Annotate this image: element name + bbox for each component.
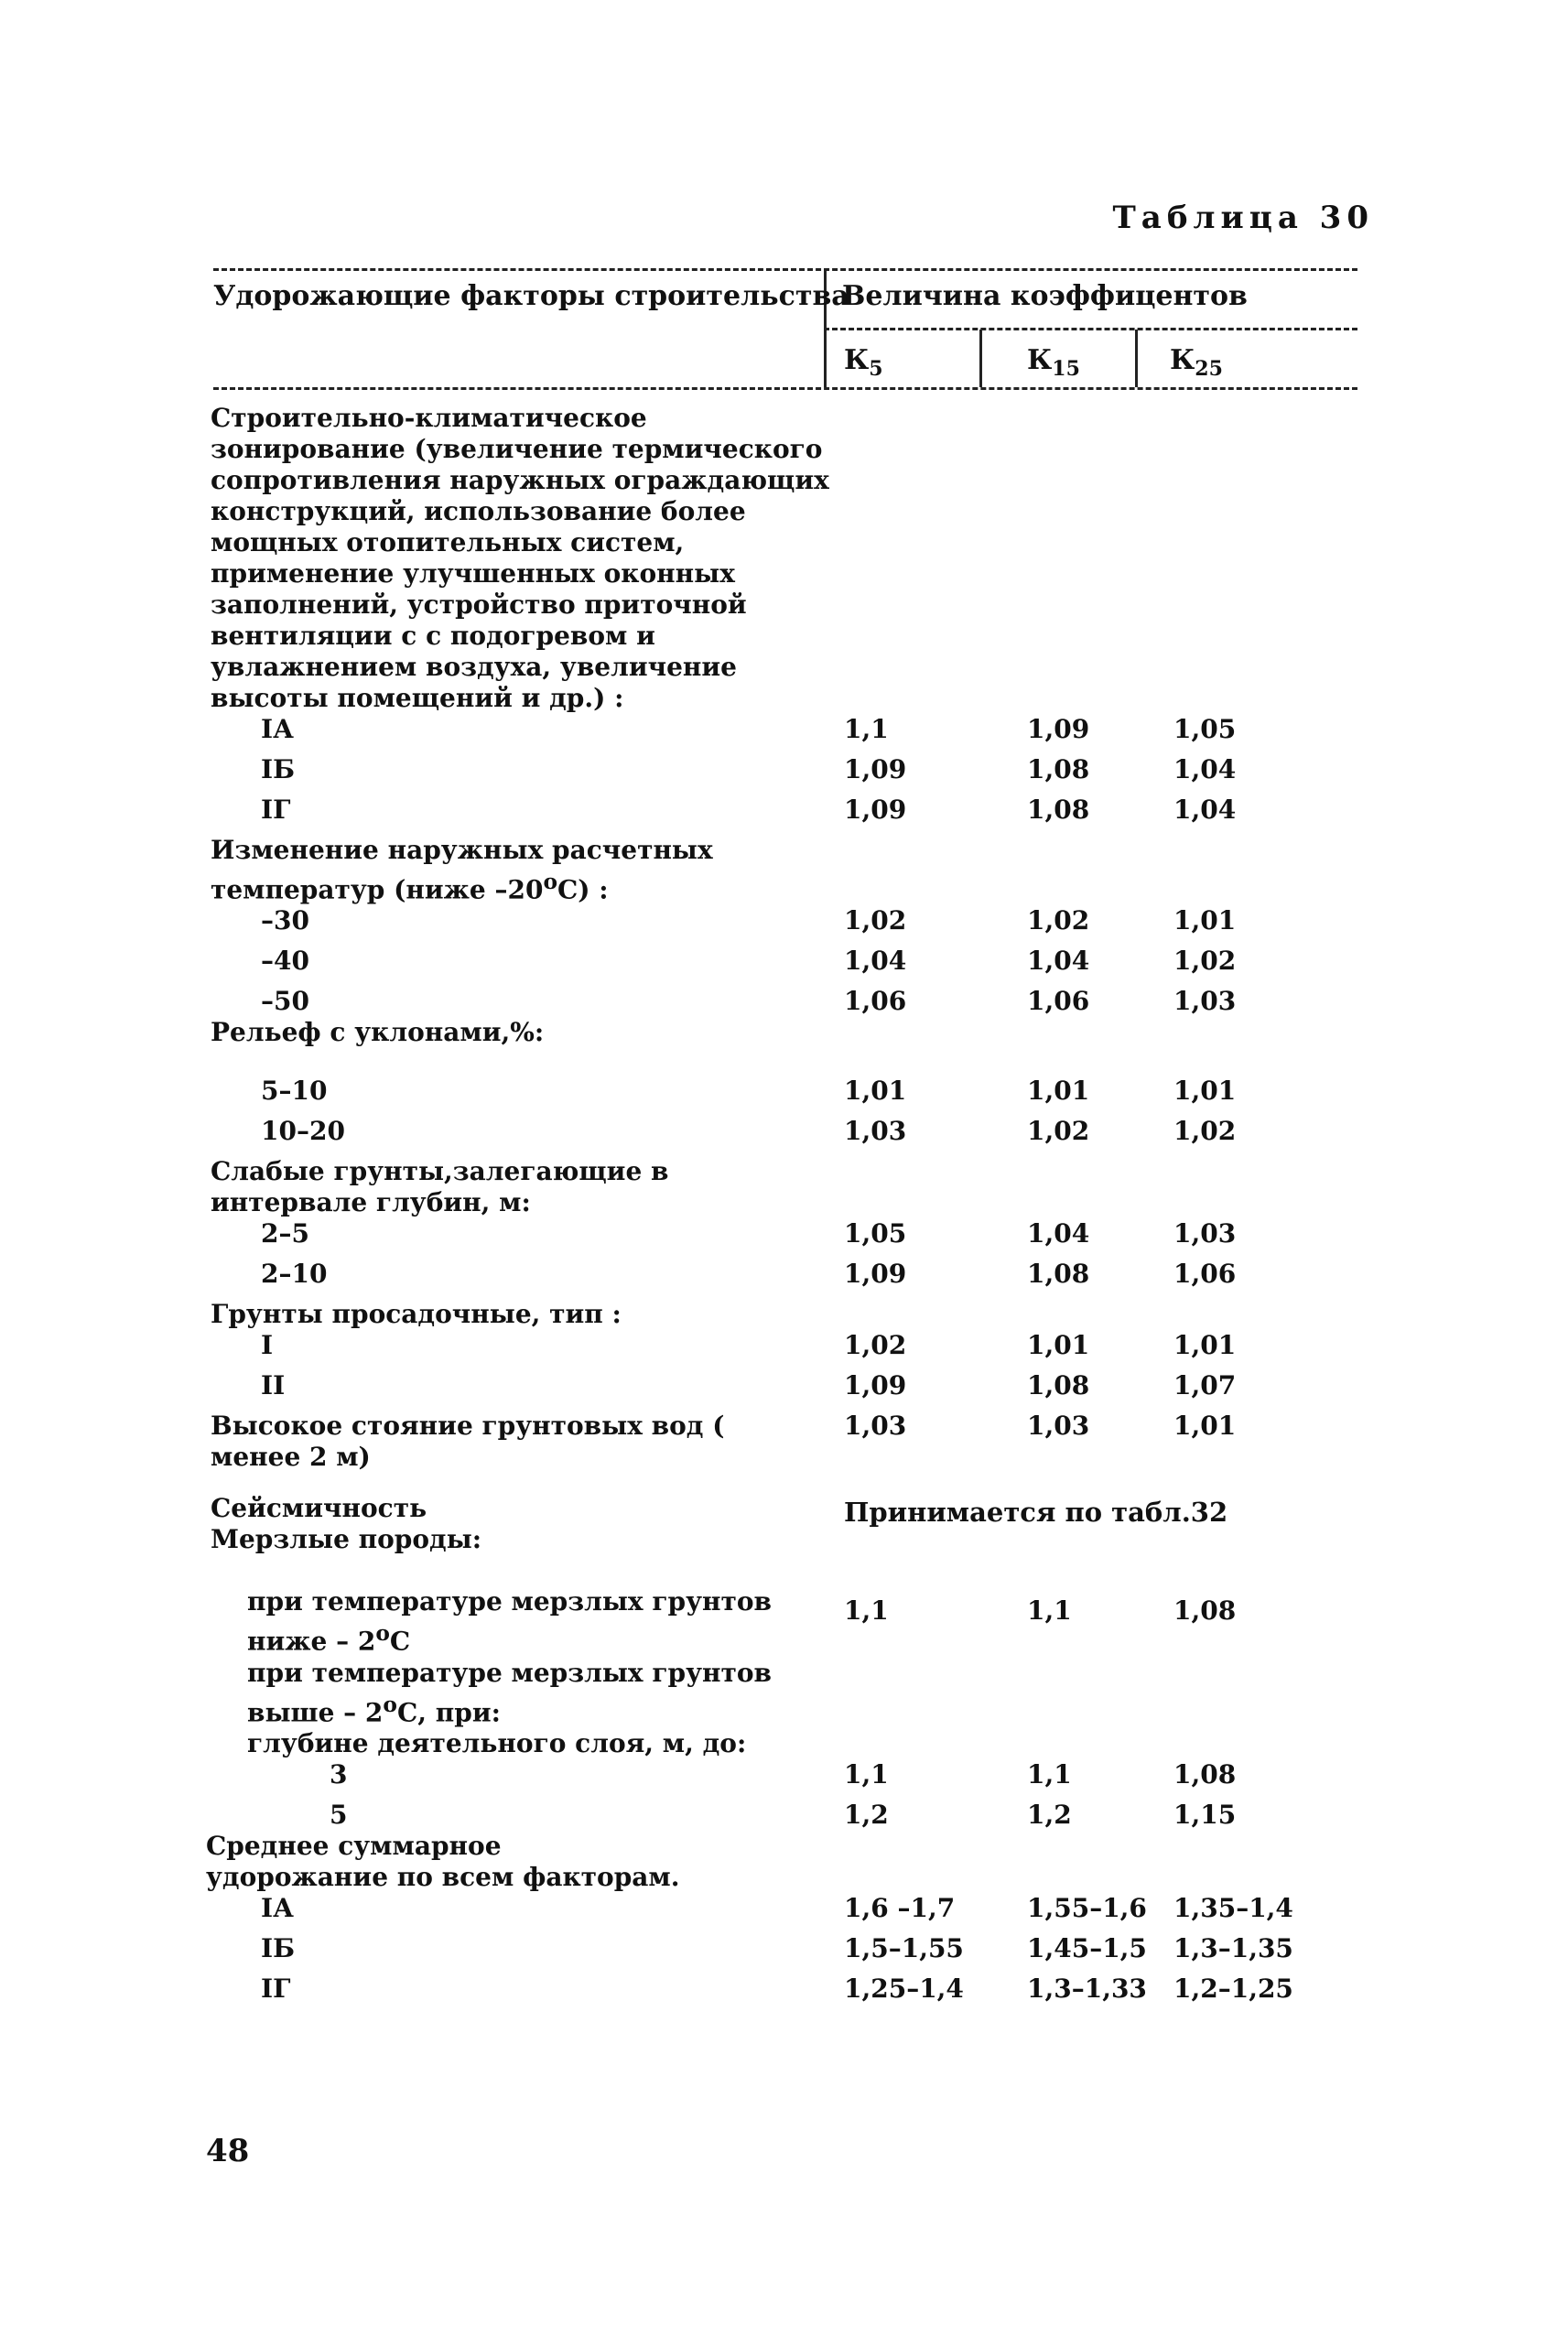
- table-row: [211, 1586, 1400, 1657]
- table-row: [211, 1330, 1400, 1361]
- value-k25: 1,06: [1173, 1259, 1237, 1290]
- row-label-subsidence: Грунты просадочные, тип :: [211, 1299, 622, 1330]
- value-k5: 1,09: [844, 1370, 907, 1401]
- value-k5: 1,04: [844, 946, 907, 977]
- header-k15-divider: [979, 330, 982, 387]
- value-k15: 1,45–1,5: [1027, 1932, 1147, 1963]
- row-label-text: С, при:: [396, 1696, 501, 1727]
- value-k15: 1,08: [1027, 1259, 1090, 1290]
- table-row: [211, 1017, 1400, 1048]
- table-row: [211, 1411, 1400, 1473]
- header-top-rule: [213, 268, 1357, 271]
- value-k15: 1,02: [1027, 1116, 1090, 1147]
- value-k5: 1,03: [844, 1116, 907, 1147]
- header-k5-letter: К: [844, 344, 870, 376]
- header-k25-sub: 25: [1195, 357, 1223, 381]
- header-factor: Удорожающие факторы строительства: [213, 280, 849, 312]
- table-row: [211, 835, 1400, 905]
- row-label-text: Изменение наружных расчетных температур (ниже –20: [211, 835, 713, 905]
- row-label: 10–20: [261, 1116, 345, 1147]
- table-row: [211, 403, 1400, 714]
- table-row: [211, 754, 1400, 785]
- value-k5: 1,25–1,4: [844, 1973, 964, 2004]
- value-k25: 1,05: [1173, 714, 1237, 744]
- value-k5: 1,09: [844, 1259, 907, 1290]
- value-k25: 1,15: [1173, 1799, 1237, 1830]
- value-k25: 1,08: [1173, 1595, 1237, 1626]
- value-k5: 1,02: [844, 1330, 907, 1361]
- table-row: [211, 1218, 1400, 1249]
- header-coefficients: Величина коэффицентов: [842, 280, 1248, 312]
- table-row: [211, 1974, 1400, 2005]
- header-bottom-rule: [213, 387, 1357, 390]
- row-label-text: при температуре мерзлых грунтов ниже – 2: [247, 1586, 772, 1657]
- value-k15: 1,04: [1027, 946, 1090, 977]
- row-label: IГ: [261, 795, 291, 825]
- value-k25: 1,01: [1173, 1076, 1237, 1107]
- value-k25: 1,02: [1173, 946, 1237, 977]
- value-k5: 1,05: [844, 1218, 907, 1249]
- header-k25-letter: К: [1170, 344, 1195, 376]
- value-k15: 1,09: [1027, 714, 1090, 744]
- row-label-permafrost-high: [211, 1658, 778, 1728]
- value-k25: 1,01: [1173, 1330, 1237, 1361]
- row-label-text: при температуре мерзлых грунтов выше – 2: [247, 1657, 772, 1727]
- row-label: –40: [261, 946, 309, 977]
- value-k15: 1,08: [1027, 754, 1090, 784]
- table-row: [211, 1156, 1400, 1218]
- header-coeff-rule: [824, 328, 1357, 330]
- table-row: [211, 1299, 1400, 1330]
- table-row: [211, 1116, 1400, 1147]
- value-k15: 1,04: [1027, 1218, 1090, 1249]
- value-k25: 1,08: [1173, 1758, 1237, 1790]
- row-label: II: [261, 1370, 286, 1401]
- value-k15: 1,02: [1027, 905, 1090, 936]
- row-label: IБ: [261, 754, 296, 784]
- table-row: [211, 905, 1400, 936]
- row-label: 2–5: [261, 1218, 309, 1249]
- value-k15: 1,1: [1027, 1595, 1072, 1626]
- row-label: 2–10: [261, 1259, 328, 1290]
- value-k15: 1,08: [1027, 795, 1090, 825]
- value-k5: 1,01: [844, 1076, 907, 1107]
- value-k25: 1,35–1,4: [1173, 1892, 1293, 1923]
- table-row: [211, 795, 1400, 826]
- table-row: [211, 1728, 1400, 1759]
- value-k15: 1,08: [1027, 1370, 1090, 1401]
- row-label: 3: [330, 1758, 348, 1790]
- header-k15: [1027, 344, 1080, 381]
- header-k15-letter: К: [1027, 344, 1053, 376]
- table-row: [211, 1893, 1400, 1924]
- value-k25: 1,2–1,25: [1173, 1973, 1293, 2004]
- value-k25: 1,01: [1173, 1411, 1237, 1442]
- row-label-permafrost-low: [211, 1586, 778, 1657]
- degree-mark: o: [383, 1691, 397, 1717]
- degree-mark: o: [543, 869, 557, 894]
- row-label-groundwater: Высокое стояние грунтовых вод ( менее 2 м): [211, 1411, 725, 1473]
- table-body: [206, 403, 1400, 2005]
- value-k5: 1,1: [844, 1595, 889, 1626]
- value-k15: 1,03: [1027, 1411, 1090, 1442]
- table-row: [211, 1759, 1400, 1790]
- row-label-depth: глубине деятельного слоя, м, до:: [247, 1727, 747, 1758]
- table-row: [211, 1370, 1400, 1401]
- table-row: [211, 1493, 1400, 1529]
- value-k5: 1,6 –1,7: [844, 1892, 956, 1923]
- value-k25: 1,03: [1173, 986, 1237, 1017]
- value-k5: 1,1: [844, 1758, 889, 1790]
- table-row: [211, 986, 1400, 1017]
- table-row: [211, 1076, 1400, 1107]
- row-label-text: С) :: [557, 874, 609, 905]
- value-k25: 1,3–1,35: [1173, 1932, 1293, 1963]
- row-label-weak-soils: Слабые грунты,залегающие в интервале глубин, м:: [211, 1156, 669, 1218]
- header-k25: [1170, 344, 1223, 381]
- value-k5: 1,5–1,55: [844, 1932, 964, 1963]
- header-k5: [844, 344, 883, 381]
- row-label: 5: [330, 1799, 348, 1830]
- table-row: [211, 1933, 1400, 1964]
- value-k5: 1,2: [844, 1799, 889, 1830]
- value-k15: 1,01: [1027, 1330, 1090, 1361]
- value-k15: 1,3–1,33: [1027, 1973, 1147, 2004]
- row-label-relief: Рельеф с уклонами,%:: [211, 1017, 545, 1048]
- row-label-seismic: Сейсмичность: [211, 1493, 427, 1524]
- value-k5: 1,02: [844, 905, 907, 936]
- table-row: [211, 1524, 1400, 1555]
- table-row: [211, 714, 1400, 745]
- row-label: IА: [261, 1892, 294, 1923]
- header-k15-sub: 15: [1052, 357, 1080, 381]
- row-label: –30: [261, 905, 309, 936]
- value-k5: 1,06: [844, 986, 907, 1017]
- value-k15: 1,1: [1027, 1758, 1072, 1790]
- value-k25: 1,01: [1173, 905, 1237, 936]
- header-k25-divider: [1135, 330, 1138, 387]
- value-k5: 1,09: [844, 754, 907, 784]
- value-k25: 1,03: [1173, 1218, 1237, 1249]
- table-row: [206, 1830, 1400, 1893]
- table-row: [211, 1658, 1400, 1728]
- value-k25: 1,07: [1173, 1370, 1237, 1401]
- row-label-zoning: Строительно-климатическое зонирование (увеличение термического сопротивления наружных ограждающих конструкций, использование более мощных отопительных систем, применение улучшенных оконных заполнений, устройство приточной вентиляции с с подогревом и увлажнением воздуха, увеличение высоты помещений и др.) :: [211, 403, 829, 713]
- degree-mark: o: [375, 1620, 390, 1647]
- value-k15: 1,2: [1027, 1799, 1072, 1830]
- table-title: Таблица 30: [1112, 200, 1374, 236]
- value-k5: 1,1: [844, 714, 889, 744]
- value-k5: 1,03: [844, 1411, 907, 1442]
- table-row: [211, 946, 1400, 977]
- table-row: [211, 1259, 1400, 1290]
- value-k25: 1,04: [1173, 754, 1237, 784]
- page-number: 48: [206, 2133, 250, 2169]
- header-k5-sub: 5: [869, 357, 883, 381]
- row-label: I: [261, 1330, 274, 1361]
- value-k15: 1,55–1,6: [1027, 1892, 1147, 1923]
- row-label-average: Среднее суммарное удорожание по всем факторам.: [206, 1830, 680, 1892]
- row-label: IГ: [261, 1973, 291, 2004]
- seismic-note: Принимается по табл.32: [844, 1497, 1228, 1529]
- row-label-temperature: [211, 835, 833, 905]
- row-label: 5–10: [261, 1076, 328, 1107]
- row-label: –50: [261, 986, 309, 1017]
- row-label-text: С: [389, 1626, 411, 1657]
- value-k25: 1,04: [1173, 795, 1237, 825]
- value-k5: 1,09: [844, 795, 907, 825]
- value-k15: 1,06: [1027, 986, 1090, 1017]
- value-k25: 1,02: [1173, 1116, 1237, 1147]
- table-row: [211, 1800, 1400, 1831]
- row-label-permafrost: Мерзлые породы:: [211, 1524, 482, 1555]
- row-label: IБ: [261, 1932, 296, 1963]
- value-k15: 1,01: [1027, 1076, 1090, 1107]
- row-label: IА: [261, 714, 294, 744]
